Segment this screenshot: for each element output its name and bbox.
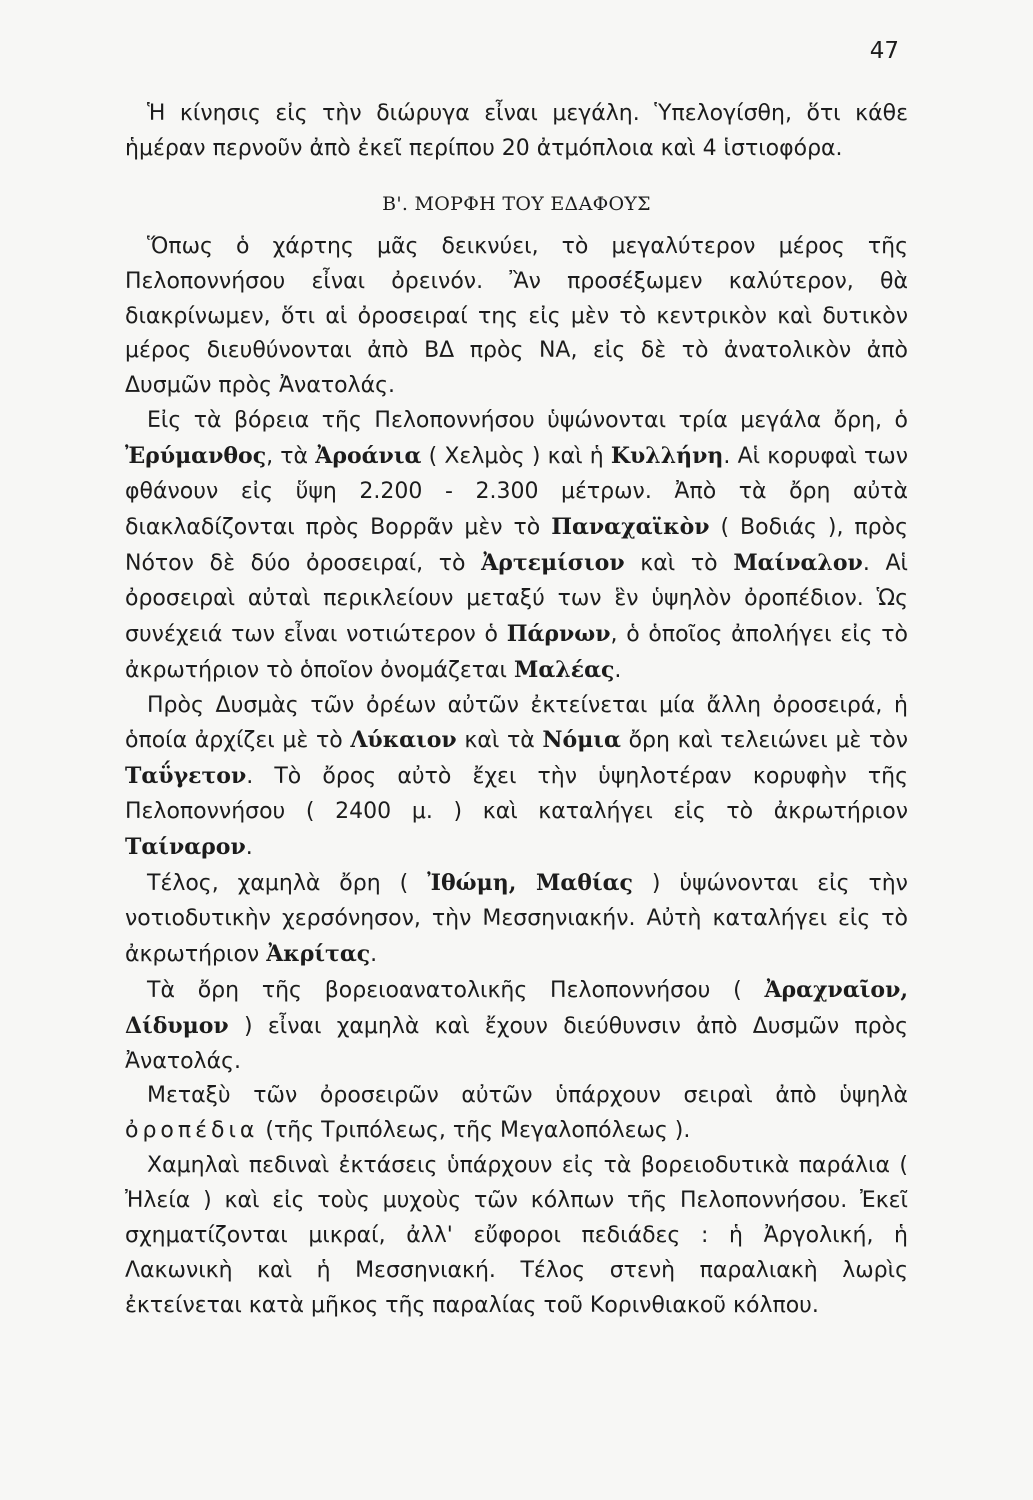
mountain-name: Παναχαϊκὸν [551,513,710,540]
cape-name: Ταίναρον [125,834,246,861]
paragraph-plateaus: Μεταξὺ τῶν ὀροσειρῶν αὐτῶν ὑπάρχουν σειραὶ ἀπὸ ὑψηλὰ ὀροπέδια (τῆς Τριπόλεως, τῆς Μεγαλοπόλεως ). [125,1083,908,1144]
page-number: 47 [869,38,899,64]
mountain-name: Ἀροάνια [315,443,422,470]
page-body [125,97,908,1324]
paragraph-canal-traffic: Ἡ κίνησις εἰς τὴν διώρυγα εἶναι μεγάλη. Ὑπελογίσθη, ὅτι κάθε ἡμέραν περνοῦν ἀπὸ ἐκεῖ περίπου 20 ἀτμόπλοια καὶ 4 ἱστιοφόρα. [125,101,908,161]
paragraph-southwest-mountains: Τέλος, χαμηλὰ ὄρη ( Ἰθώμη, Μαθίας ) ὑψώνονται εἰς τὴν νοτιοδυτικὴν χερσόνησον, τὴν Μεσσηνιακήν. Αὐτὴ καταλήγει εἰς τὸ ἀκρωτήριον Ἀκρίτας. [125,870,908,967]
mountain-name: Ἀρτεμίσιον [481,549,625,576]
mountain-name: Μαίναλον [733,549,863,576]
mountain-name: Ταΰγετον [125,763,247,790]
paragraph-western-range: Πρὸς Δυσμὰς τῶν ὀρέων αὐτῶν ἐκτείνεται μία ἄλλη ὀροσειρά, ἡ ὁποία ἀρχίζει μὲ τὸ Λύκαιον καὶ τὰ Νόμια ὄρη καὶ τελειώνει μὲ τὸν Ταΰγετον. Τὸ ὄρος αὐτὸ ἔχει τὴν ὑψηλοτέραν κορυφὴν τῆς Πελοποννήσου ( 2400 μ. ) καὶ καταλήγει εἰς τὸ ἀκρωτήριον Ταίναρον. [125,692,909,861]
paragraph-lowlands: Χαμηλαὶ πεδιναὶ ἐκτάσεις ὑπάρχουν εἰς τὰ βορειοδυτικὰ παράλια ( Ἠλεία ) καὶ εἰς τοὺς μυχοὺς τῶν κόλπων τῆς Πελοποννήσου. Ἐκεῖ σχηματίζονται μικραί, ἀλλ' εὔφοροι πεδιάδες : ἡ Ἀργολική, ἡ Λακωνικὴ καὶ ἡ Μεσσηνιακή. Τέλος στενὴ παραλιακὴ λωρὶς ἐκτείνεται κατὰ μῆκος τῆς παραλίας τοῦ Κορινθιακοῦ κόλπου. [125,1153,908,1318]
paragraph-terrain-overview: Ὅπως ὁ χάρτης μᾶς δεικνύει, τὸ μεγαλύτερον μέρος τῆς Πελοποννήσου εἶναι ὀρεινόν. Ἂν προσέξωμεν καλύτερον, θὰ διακρίνωμεν, ὅτι αἱ ὀροσειραί της εἰς μὲν τὸ κεντρικὸν καὶ δυτικὸν μέρος διευθύνονται ἀπὸ ΒΔ πρὸς ΝΑ, εἰς δὲ τὸ ἀνατολικὸν ἀπὸ Δυσμῶν πρὸς Ἀνατολάς. [125,233,908,399]
cape-name: Μαλέας [514,656,615,683]
mountain-name: Λύκαιον [350,727,457,754]
section-heading: Β'. ΜΟΡΦΗ ΤΟΥ ΕΔΑΦΟΥΣ [382,192,651,215]
mountain-name: Ἰθώμη, Μαθίας [427,870,633,897]
spaced-term: ὀροπέδια [125,1118,259,1144]
mountain-name: Ἀραχναῖον, Δίδυμον [125,976,908,1039]
mountain-name: Ἐρύμανθος [125,443,267,470]
mountain-name: Νόμια [542,727,621,754]
mountain-name: Πάρνων [506,620,611,647]
paragraph-northern-mountains: Εἰς τὰ βόρεια τῆς Πελοποννήσου ὑψώνονται τρία μεγάλα ὄρη, ὁ Ἐρύμανθος, τὰ Ἀροάνια ( Χελμὸς ) καὶ ἡ Κυλλήνη. Αἱ κορυφαὶ των φθάνουν εἰς ὕψη 2.200 - 2.300 μέτρων. Ἀπὸ τὰ ὄρη αὐτὰ διακλαδίζονται πρὸς Βορρᾶν μὲν τὸ Παναχαϊκὸν ( Βοδιάς ), πρὸς Νότον δὲ δύο ὀροσειραί, τὸ Ἀρτεμίσιον καὶ τὸ Μαίναλον. Αἱ ὀροσειραὶ αὐταὶ περικλείουν μεταξύ των ἓν ὑψηλὸν ὀροπέδιον. Ὡς συνέχειά των εἶναι νοτιώτερον ὁ Πάρνων, ὁ ὁποῖος ἀπολήγει εἰς τὸ ἀκρωτήριον τὸ ὁποῖον ὀνομάζεται Μαλέας. [125,408,908,683]
paragraph-northeast-mountains: Τὰ ὄρη τῆς βορειοανατολικῆς Πελοποννήσου ( Ἀραχναῖον, Δίδυμον ) εἶναι χαμηλὰ καὶ ἔχουν διεύθυνσιν ἀπὸ Δυσμῶν πρὸς Ἀνατολάς. [125,976,908,1074]
mountain-name: Κυλλήνη [610,443,724,470]
cape-name: Ἀκρίτας [266,940,371,967]
